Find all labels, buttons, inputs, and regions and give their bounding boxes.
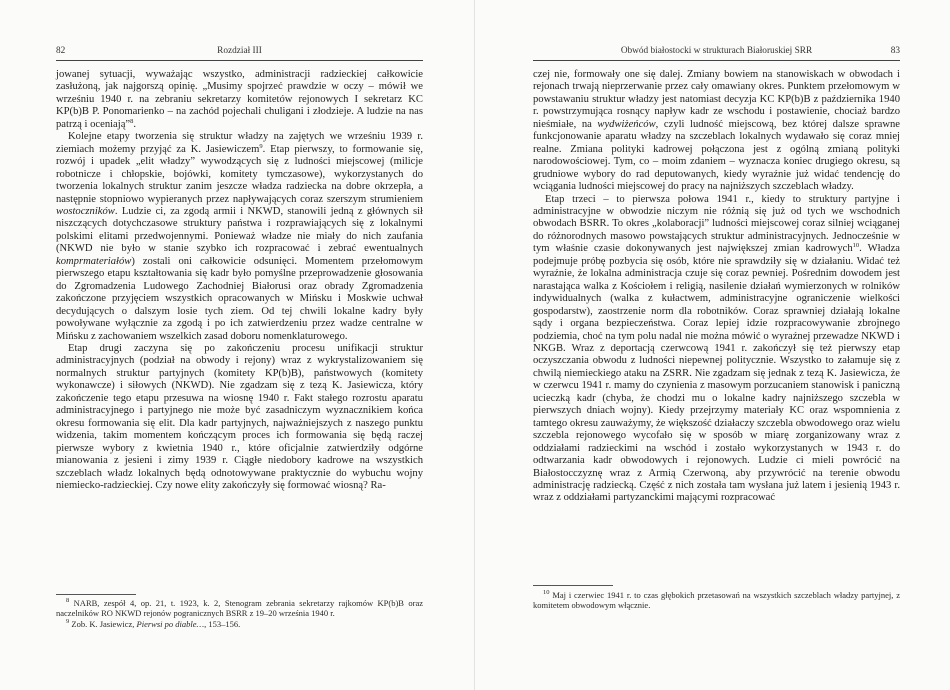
right-page-header	[533, 44, 900, 58]
left-running-head: Rozdział III	[217, 46, 262, 56]
right-footnote-rule	[533, 585, 613, 586]
left-page-body	[56, 69, 423, 492]
paragraph: Etap drugi zaczyna się po zakończeniu procesu unifikacji struktur administracyjnych (podział na obwody i rejony) wraz z wykrystalizowaniem się normalnych struktur partyjnych (komitety KP(b)B), państwowych (komitety wykonawcze) i siłowych (NKWD). Nie zgadzam się z tezą K. Jasiewicza, który zakończenie tego etapu przesuwa na wiosnę 1940 r. Fakt stałego rozrostu aparatu administracyjnego i partyjnego nie może być zasadniczym wyznacznikiem końca okresu formowania się elit. Dla kadr partyjnych, najważniejszych z naszego punktu widzenia, takim momentem kończącym proces ich formowania się będą raczej pierwsze wybory z kwietnia 1940 r., które oficjalnie zatwierdziły odgórne mianowania z jesieni i zimy 1939 r. Ciągłe niedobory kadrowe na wszystkich szczeblach władz lokalnych będą odnotowywane praktycznie do wybuchu wojny niemiecko-radzieckiej. Czy nowe elity zakończyły się formować wiosną? Ra-	[56, 342, 423, 491]
paragraph: Kolejne etapy tworzenia się struktur władzy na zajętych we wrześniu 1939 r. ziemiach możemy przyjąć za K. Jasiewiczem$^9$. Etap pierwszy, to formowanie się, rozwój i upadek „elit władzy” wywodzących się z ludności miejscowej (milicje robotnicze i chłopskie, bojówki, komitety tymczasowe), wykorzystanych do tworzenia lokalnych struktur zanim jeszcze władza radziecka na dobre okrzepła, a następnie stopniowo wypieranych przez napływających coraz szerszym strumieniem wostoczników. Ludzie ci, za zgodą armii i NKWD, stanowili jedną z głównych sił niszczących dotychczasowe struktury państwa i rozprawiających się z lokalnymi polskimi elitami przedwojennymi. Ponieważ władze nie miały do nich zaufania (NKWD nie było w stanie szybko ich rozpracować i zebrać ewentualnych komprmateriałów) zostali oni całkowicie odsunięci. Momentem przełomowym pierwszego etapu kształtowania się kadr było pomyślne przeprowadzenie głosowania do Zgromadzenia Ludowego Zachodniej Białorusi oraz obrady Zgromadzenia zakończone przyjęciem wszystkich opracowanych w Mińsku i Moskwie uchwał decydujących o dalszym losie tych ziem. Od tej chwili lokalne kadry były powoływane wyłącznie za zgodą i po ich zatwierdzeniu przez wadze centralne w Mińsku z zachowaniem wszelkich zasad doboru nomenklaturowego.	[56, 131, 423, 342]
right-running-head: Obwód białostocki w strukturach Białoruskiej SRR	[620, 46, 813, 56]
paragraph: Etap trzeci – to pierwsza połowa 1941 r., kiedy to struktury partyjne i administracyjne w obwodzie niczym nie różnią się już od tych we wschodnich obwodach BSRR. To okres „kolaboracji” ludności miejscowej coraz silniej wciąganej do różnorodnych masowo powstających struktur administracyjnych. Jednocześnie w tym właśnie czasie dokonywanych jest największej zmian kadrowych$^{10}$. Władza podejmuje próbę pozbycia się osób, które nie sprawdziły się w działaniu. Widać też wyraźnie, że lokalna administracja czuje się coraz pewniej. Pośrednim dowodem jest narastająca walka z Kościołem i religią, nasilenie działań wymierzonych w rolników indywidualnych (walka z kułactwem, administracyjne ograniczenie wielkości gospodarstw), zaostrzenie norm dla robotników. Coraz sprawniej działają lokalne sądy i organa bezpieczeństwa. Coraz lepiej idzie rozpracowywanie zbrojnego podziemia, choć na tym polu nadal nie można mówić o wyraźnej przewadze NKWD i NKGB. Wraz z deportacją czerwcową 1941 r. zakończył się też pierwszy etap oczyszczania obwodu z ludności niepewnej politycznie. Wszystko to załamuje się z chwilą niemieckiego ataku na ZSRR. Nie zgadzam się jednak z tezą K. Jasiewicza, że w czerwcu 1941 r. mamy do czynienia z masowym porzucaniem stanowisk i paniczną ucieczką kadr (chyba, że chodzi mu o lokalne kadry najniższego szczebla w pierwszych dniach wojny). Kiedy przejrzymy materiały KC oraz wspomnienia z tamtego okresu zauważymy, że większość działaczy szczebla obwodowego oraz wielu szczebla rejonowego wycofało się w sposób w miarę zorganizowany wraz z oddziałami radzieckimi na wschód i zostało wykorzystanych w 1943 r. do odtwarzania kadr obwodowych i rejonowych. Ludzie ci mieli powrócić na Białostocczyznę wraz z Armią Czerwoną, aby przywrócić na terenie obwodu administrację radziecką. Część z nich została tam wysłana już latem i jesienią 1943 r. wraz z oddziałami partyzanckimi mającymi rozpracować	[533, 193, 900, 504]
right-page-body	[533, 69, 900, 505]
footnote: $^9$ Zob. K. Jasiewicz, Pierwsi po diable…, 153–156.	[66, 617, 241, 629]
left-page-header	[56, 44, 423, 58]
right-footnotes	[533, 590, 900, 611]
left-page-number: 82	[56, 46, 66, 56]
right-header-rule	[533, 60, 900, 61]
right-page	[475, 0, 950, 690]
left-footnotes	[56, 598, 423, 629]
footnote: $^{10}$ Maj i czerwiec 1941 r. to czas głębokich przetasowań na wszystkich szczeblach władzy partyjnej, z komitetem obwodowym włącznie.	[533, 589, 900, 611]
paragraph: czej nie, formowały one się dalej. Zmiany bowiem na stanowiskach w obwodach i rejonach trwają nieprzerwanie przez cały omawiany okres. Punktem przełomowym w powstawaniu struktur władzy jest natomiast decyzja KC KP(b)B z października 1940 r. powstrzymująca rosnący napływ kadr ze wschodu i postawienie, chociaż bardzo nieśmiałe, na wydwiżeńców, czyli ludność miejscową, bez której dalsze sprawne funkcjonowanie aparatu władzy na szczeblach lokalnych wydawało się coraz mniej realne. Zmiana polityki kadrowej połączona jest z ogólną zmianą polityki narodowościowej. Tym, co – moim zdaniem – wyznacza koniec drugiego okresu, są grudniowe wybory do rad deputowanych, kiedy wyraźnie już widać tendencję do wciągania ludności miejscowej do pracy na najniższych szczeblach władzy.	[533, 69, 900, 193]
left-header-rule	[56, 60, 423, 61]
right-page-number: 83	[890, 46, 900, 56]
left-footnote-rule	[56, 594, 136, 595]
footnote: $^8$ NARB, zespół 4, op. 21, t. 1923, k. 2, Stenogram zebrania sekretarzy rajkomów KP(b)B oraz naczelników RO NKWD rejonów pogranicznych BSRR z 19–20 września 1940 r.	[56, 597, 423, 619]
paragraph: jowanej sytuacji, wyważając wszystko, administracji radzieckiej całkowicie zasłużoną, jak najgorszą opinię. „Musimy spojrzeć prawdzie w oczy – mówił we wrześniu 1940 r. na zebraniu sekretarzy komitetów rejonowych I sekretarz KC KP(b)B P. Ponomarienko – na zachód pojechali chuligani i złodzieje. A ludzie na nas patrzą i oceniają”$^8$.	[56, 69, 423, 130]
